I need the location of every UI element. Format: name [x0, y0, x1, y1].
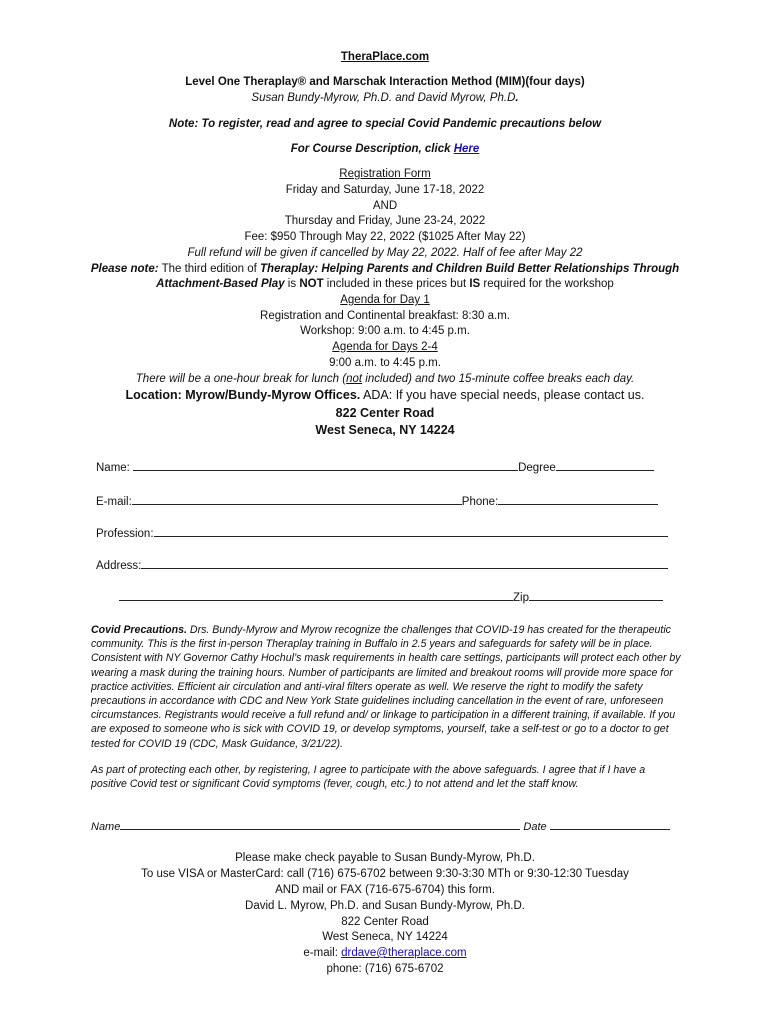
email-link[interactable]: drdave@theraplace.com: [341, 947, 467, 959]
fee: Fee: $950 Through May 22, 2022 ($1025 After May 22): [244, 231, 526, 243]
name-row: [96, 459, 654, 476]
please-note-IS: IS: [469, 278, 481, 290]
agenda-day1-line2: Workshop: 9:00 a.m. to 4:45 p.m.: [300, 325, 470, 337]
date-block-2: Thursday and Friday, June 23-24, 2022: [284, 215, 486, 227]
book-title-part2: Attachment-Based Play: [156, 278, 285, 290]
please-note-text: The third edition of: [158, 263, 261, 275]
please-note-line2: [0, 277, 770, 292]
and-separator: AND: [372, 200, 398, 212]
please-note-text3: required for the workshop: [480, 278, 614, 290]
signature-date-line[interactable]: [550, 818, 670, 830]
phone-input-line[interactable]: [498, 493, 658, 505]
signature-name-line[interactable]: [120, 818, 520, 830]
registration-form-label: Registration Form: [339, 168, 431, 180]
authors-period: .: [515, 92, 519, 104]
address2-row: [119, 589, 663, 606]
please-note-label: Please note:: [90, 263, 159, 275]
covid-note: Note: To register, read and agree to special Covid Pandemic precautions below: [168, 118, 602, 130]
address2-input-line[interactable]: [119, 589, 513, 601]
break-info: [0, 372, 770, 387]
authors: [0, 91, 770, 106]
agenda-day1-line1: Registration and Continental breakfast: 8:30 a.m.: [260, 310, 510, 322]
signature-name-label: Name: [91, 821, 121, 833]
course-description-link[interactable]: Here: [453, 143, 480, 155]
email-input-line[interactable]: [132, 493, 462, 505]
break-text-a: There will be a one-hour break for lunch (: [135, 373, 347, 385]
profession-row: [96, 525, 668, 542]
zip-label: Zip: [513, 592, 529, 604]
email-row: [96, 493, 658, 510]
refund-policy: Full refund will be given if cancelled by May 22, 2022. Half of fee after May 22: [187, 247, 583, 259]
address-row: [96, 557, 668, 574]
phone-label: Phone:: [461, 496, 499, 508]
covid-body: Drs. Bundy-Myrow and Myrow recognize the challenges that COVID-19 has created for the therapeutic community. This is the first in-person Theraplay training in Buffalo in 2.5 years and safeguards for safety will be in place. Consistent with NY Governor Cathy Hochul’s mask requirements in health care settings, participants will protect each other by wearing a mask during the training hours. Number of participants are limited and breakout rooms will provide more space for practice activities. Efficient air circulation and anti-viral filters operate as well. We reserve the right to modify the safety precautions in accordance with CDC and New York State guidelines including cancellation in the event of rare, unforeseen circumstances. Registrants would receive a full refund and/ or linkage to participation in a different training, if available. If you are exposed to someone who is sick with COVID 19, or develop symptoms, yourself, take a self-test or go to a doctor to get tested for COVID 19 (CDC, Mask Guidance, 3/21/22).: [91, 624, 681, 750]
please-note-text2: included in these prices but: [323, 278, 470, 290]
profession-input-line[interactable]: [154, 525, 668, 537]
profession-label: Profession:: [96, 528, 154, 540]
break-text-b: included) and two 15-minute coffee breaks each day.: [362, 373, 635, 385]
zip-input-line[interactable]: [529, 589, 663, 601]
course-title: Level One Theraplay® and Marschak Interaction Method (MIM)(four days): [185, 76, 585, 88]
covid-agreement: As part of protecting each other, by registering, I agree to participate with the above safeguards. I agree that if I have a positive Covid test or significant Covid symptoms (fever, cough, etc.) to not attend and let the staff know.: [91, 764, 646, 791]
covid-title: Covid Precautions.: [91, 624, 187, 636]
email-label: E-mail:: [96, 496, 132, 508]
please-note-not: NOT: [299, 278, 324, 290]
payment-line2: To use VISA or MasterCard: call (716) 675-6702 between 9:30-3:30 MTh or 9:30-12:30 Tuesday: [141, 868, 629, 880]
authors-text: Susan Bundy-Myrow, Ph.D. and David Myrow, Ph.D: [251, 92, 516, 104]
contact-city: West Seneca, NY 14224: [322, 931, 448, 943]
location: [0, 388, 770, 403]
payment-line3: AND mail or FAX (716-675-6704) this form.: [275, 884, 495, 896]
email-prefix: e-mail:: [303, 947, 342, 959]
contact-street: 822 Center Road: [341, 916, 429, 928]
name-input-line[interactable]: [133, 459, 518, 471]
payment-line1: Please make check payable to Susan Bundy-Myrow, Ph.D.: [235, 852, 535, 864]
please-note-is: is: [284, 278, 300, 290]
break-not: not: [346, 373, 363, 385]
location-label: Location: Myrow/Bundy-Myrow Offices.: [125, 388, 361, 402]
course-description: [0, 142, 770, 157]
agenda-days2-4-label: Agenda for Days 2-4: [332, 341, 438, 353]
contact-email: [0, 946, 770, 961]
contact-names: David L. Myrow, Ph.D. and Susan Bundy-Myrow, Ph.D.: [245, 900, 525, 912]
name-label: Name:: [96, 462, 130, 474]
signature-date-label: Date: [520, 821, 550, 833]
book-title-part1: Theraplay: Helping Parents and Children Build Better Relationships Through: [260, 263, 680, 275]
location-street: 822 Center Road: [335, 406, 435, 420]
covid-precautions: [91, 623, 681, 751]
site-name: TheraPlace.com: [340, 51, 430, 63]
contact-phone: phone: (716) 675-6702: [326, 963, 444, 975]
course-description-text: For Course Description, click: [290, 143, 454, 155]
ada-note: ADA: If you have special needs, please contact us.: [360, 388, 645, 402]
please-note-line1: [0, 262, 770, 277]
degree-input-line[interactable]: [556, 459, 654, 471]
signature-row: [91, 818, 670, 835]
degree-label: Degree: [518, 462, 556, 474]
agenda-day1-label: Agenda for Day 1: [340, 294, 430, 306]
location-city: West Seneca, NY 14224: [315, 423, 455, 437]
date-block-1: Friday and Saturday, June 17-18, 2022: [285, 184, 485, 196]
address-input-line[interactable]: [141, 557, 668, 569]
address-label: Address:: [96, 560, 142, 572]
agenda-days2-4-line1: 9:00 a.m. to 4:45 p.m.: [329, 357, 441, 369]
